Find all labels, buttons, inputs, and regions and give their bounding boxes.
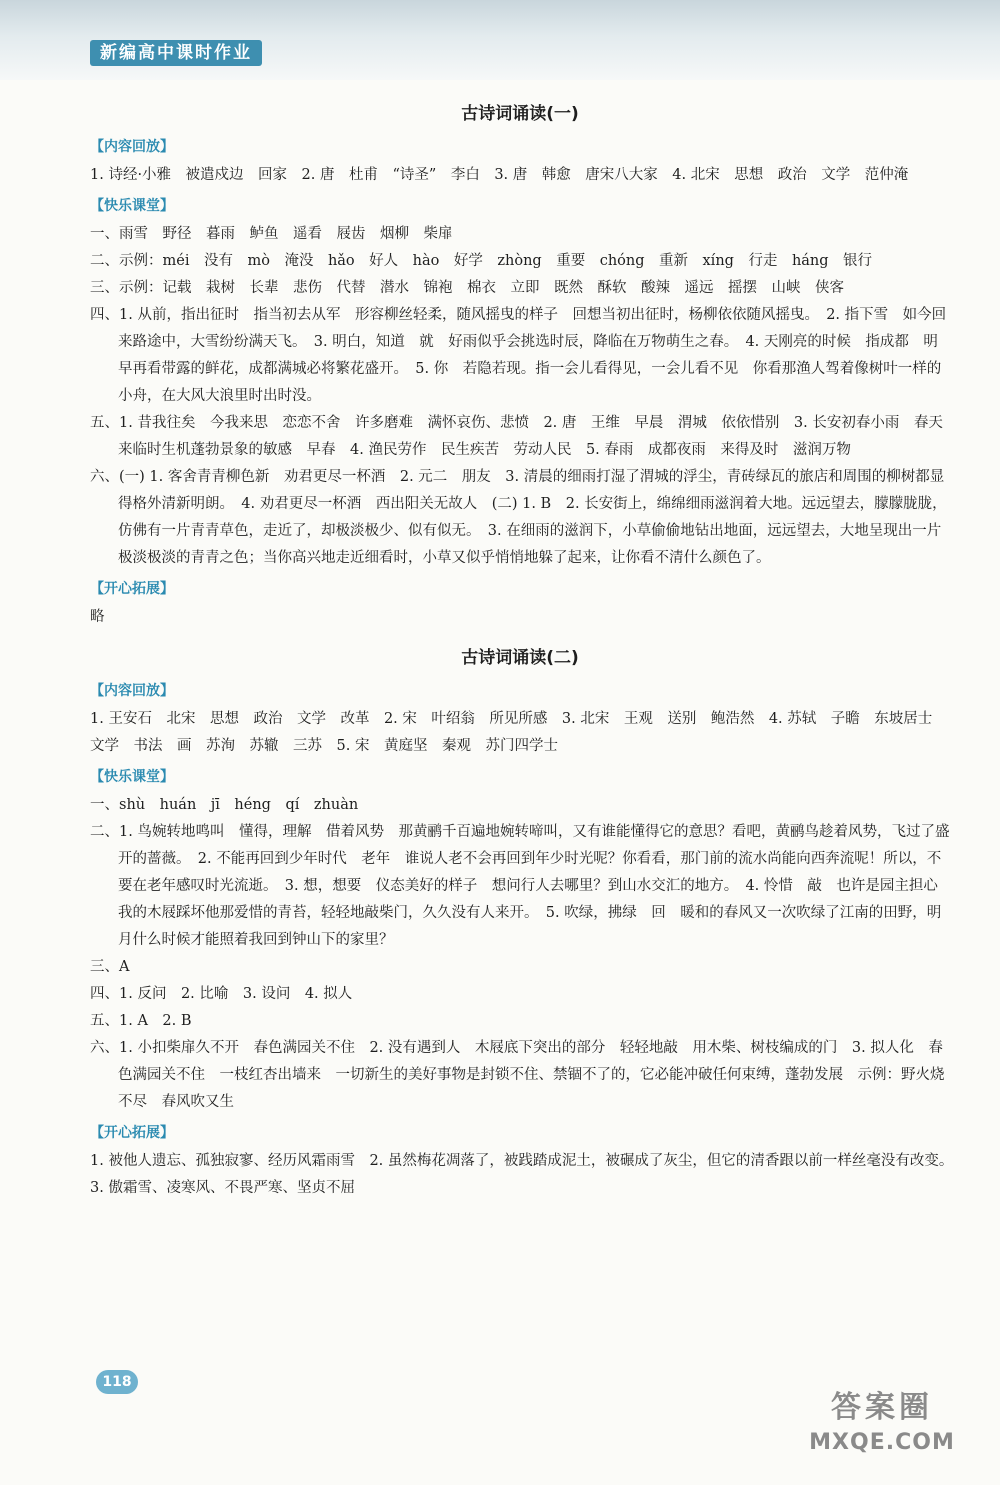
answer-line: 四、1. 反问 2. 比喻 3. 设问 4. 拟人 [90, 986, 353, 1002]
block-label: 【内容回放】 [90, 683, 174, 699]
answer-line: 六、(一) 1. 客舍青青柳色新 劝君更尽一杯酒 2. 元二 朋友 3. 清晨的细雨打湿了渭城的浮尘，青砖绿瓦的旅店和周围的柳树都显得格外清新明朗。 4. 劝君更尽一杯酒 西出阳关无故人 (二) 1. B 2. 长安街上，绵绵细雨滋润着大地。远远望去，朦朦胧胧，仿佛有一片青青草色，走近了，却极淡极少、似有似无。 3. 在细雨的滋润下，小草偷偷地钻出地面，远远望去，大地呈现出一片极淡极淡的青青之色；当你高兴地走近细看时，小草又似乎悄悄地躲了起来，让你看不清什么颜色了。 [90, 469, 947, 566]
answer-line: 五、1. 昔我往矣 今我来思 恋恋不舍 许多磨难 满怀哀伤、悲愤 2. 唐 王维 早晨 渭城 依依惜别 3. 长安初春小雨 春天来临时生机蓬勃景象的敏感 早春 4. 渔民劳作 民生疾苦 劳动人民 5. 春雨 成都夜雨 来得及时 滋润万物 [90, 415, 943, 458]
answer-line: 1. 王安石 北宋 思想 政治 文学 改革 2. 宋 叶绍翁 所见所感 3. 北宋 王观 送别 鲍浩然 4. 苏轼 子瞻 东坡居士 文学 书法 画 苏洵 苏辙 三苏 5. 宋 黄庭坚 秦观 苏门四学士 [90, 711, 947, 754]
page-number: 118 [96, 1370, 138, 1394]
watermark-url: MXQE.COM [809, 1430, 955, 1455]
section-poetry-2 [90, 643, 961, 1202]
section-title: 古诗词诵读(一) [461, 104, 579, 124]
answer-line: 略 [90, 609, 105, 625]
answer-line: 三、示例：记载 栽树 长辈 悲伤 代替 潜水 锦袍 棉衣 立即 既然 酥软 酸辣 遥远 摇摆 山峡 侠客 [90, 280, 844, 296]
answer-line: 二、示例：méi 没有 mò 淹没 hǎo 好人 hào 好学 zhòng 重要 chóng 重新 xíng 行走 háng 银行 [90, 253, 873, 269]
answer-line: 一、雨雪 野径 暮雨 鲈鱼 遥看 屐齿 烟柳 柴扉 [90, 226, 453, 242]
section-title: 古诗词诵读(二) [461, 648, 579, 668]
answer-content [90, 95, 961, 1214]
watermark-text: 答案圈 [831, 1390, 933, 1425]
block-label: 【快乐课堂】 [90, 198, 174, 214]
section-poetry-1 [90, 99, 950, 631]
block-label: 【快乐课堂】 [90, 769, 174, 785]
answer-line: 三、A [90, 959, 130, 975]
answer-line: 六、1. 小扣柴扉久不开 春色满园关不住 2. 没有遇到人 木屐底下突出的部分 轻轻地敲 用木柴、树枝编成的门 3. 拟人化 春色满园关不住 一枝红杏出墙来 一切新生的美好事物是封锁不住、禁锢不了的，它必能冲破任何束缚，蓬勃发展 示例：野火烧不尽 春风吹又生 [90, 1040, 945, 1110]
brand-banner: 新编高中课时作业 [90, 40, 262, 66]
answer-line: 一、shù huán jī héng qí zhuàn [90, 797, 359, 813]
answer-line: 1. 诗经·小雅 被遣戍边 回家 2. 唐 杜甫 “诗圣” 李白 3. 唐 韩愈 唐宋八大家 4. 北宋 思想 政治 文学 范仲淹 [90, 167, 909, 183]
answer-line: 五、1. A 2. B [90, 1013, 192, 1029]
block-label: 【内容回放】 [90, 139, 174, 155]
block-label: 【开心拓展】 [90, 581, 174, 597]
answer-line: 1. 被他人遗忘、孤独寂寥、经历风霜雨雪 2. 虽然梅花凋落了，被践踏成泥土，被碾成了灰尘，但它的清香跟以前一样丝毫没有改变。 3. 傲霜雪、凌寒风、不畏严寒、坚贞不屈 [90, 1153, 961, 1196]
answer-line: 四、1. 从前，指出征时 指当初去从军 形容柳丝轻柔，随风摇曳的样子 回想当初出征时，杨柳依依随风摇曳。 2. 指下雪 如今回来路途中，大雪纷纷满天飞。 3. 明白，知道 就 好雨似乎会挑选时辰，降临在万物萌生之春。 4. 天刚亮的时候 指成都 明早再看带露的鲜花，成都满城必将繁花盛开。 5. 你 若隐若现。指一会儿看得见，一会儿看不见 你看那渔人驾着像树叶一样的小舟，在大风大浪里时出时没。 [90, 307, 947, 404]
answer-line: 二、1. 鸟婉转地鸣叫 懂得，理解 借着风势 那黄鹂千百遍地婉转啼叫，又有谁能懂得它的意思？看吧，黄鹂鸟趁着风势，飞过了盛开的蔷薇。 2. 不能再回到少年时代 老年 谁说人老不会再回到年少时光呢？你看看，那门前的流水尚能向西奔流呢！所以，不要在老年感叹时光流逝。 3. 想，想要 仪态美好的样子 想问行人去哪里？到山水交汇的地方。 4. 怜惜 敲 也许是园主担心我的木屐踩坏他那爱惜的青苔，轻轻地敲柴门，久久没有人来开。 5. 吹绿，拂绿 回 暖和的春风又一次吹绿了江南的田野，明月什么时候才能照着我回到钟山下的家里？ [90, 824, 950, 948]
block-label: 【开心拓展】 [90, 1125, 174, 1141]
watermark-logo [792, 1387, 972, 1467]
